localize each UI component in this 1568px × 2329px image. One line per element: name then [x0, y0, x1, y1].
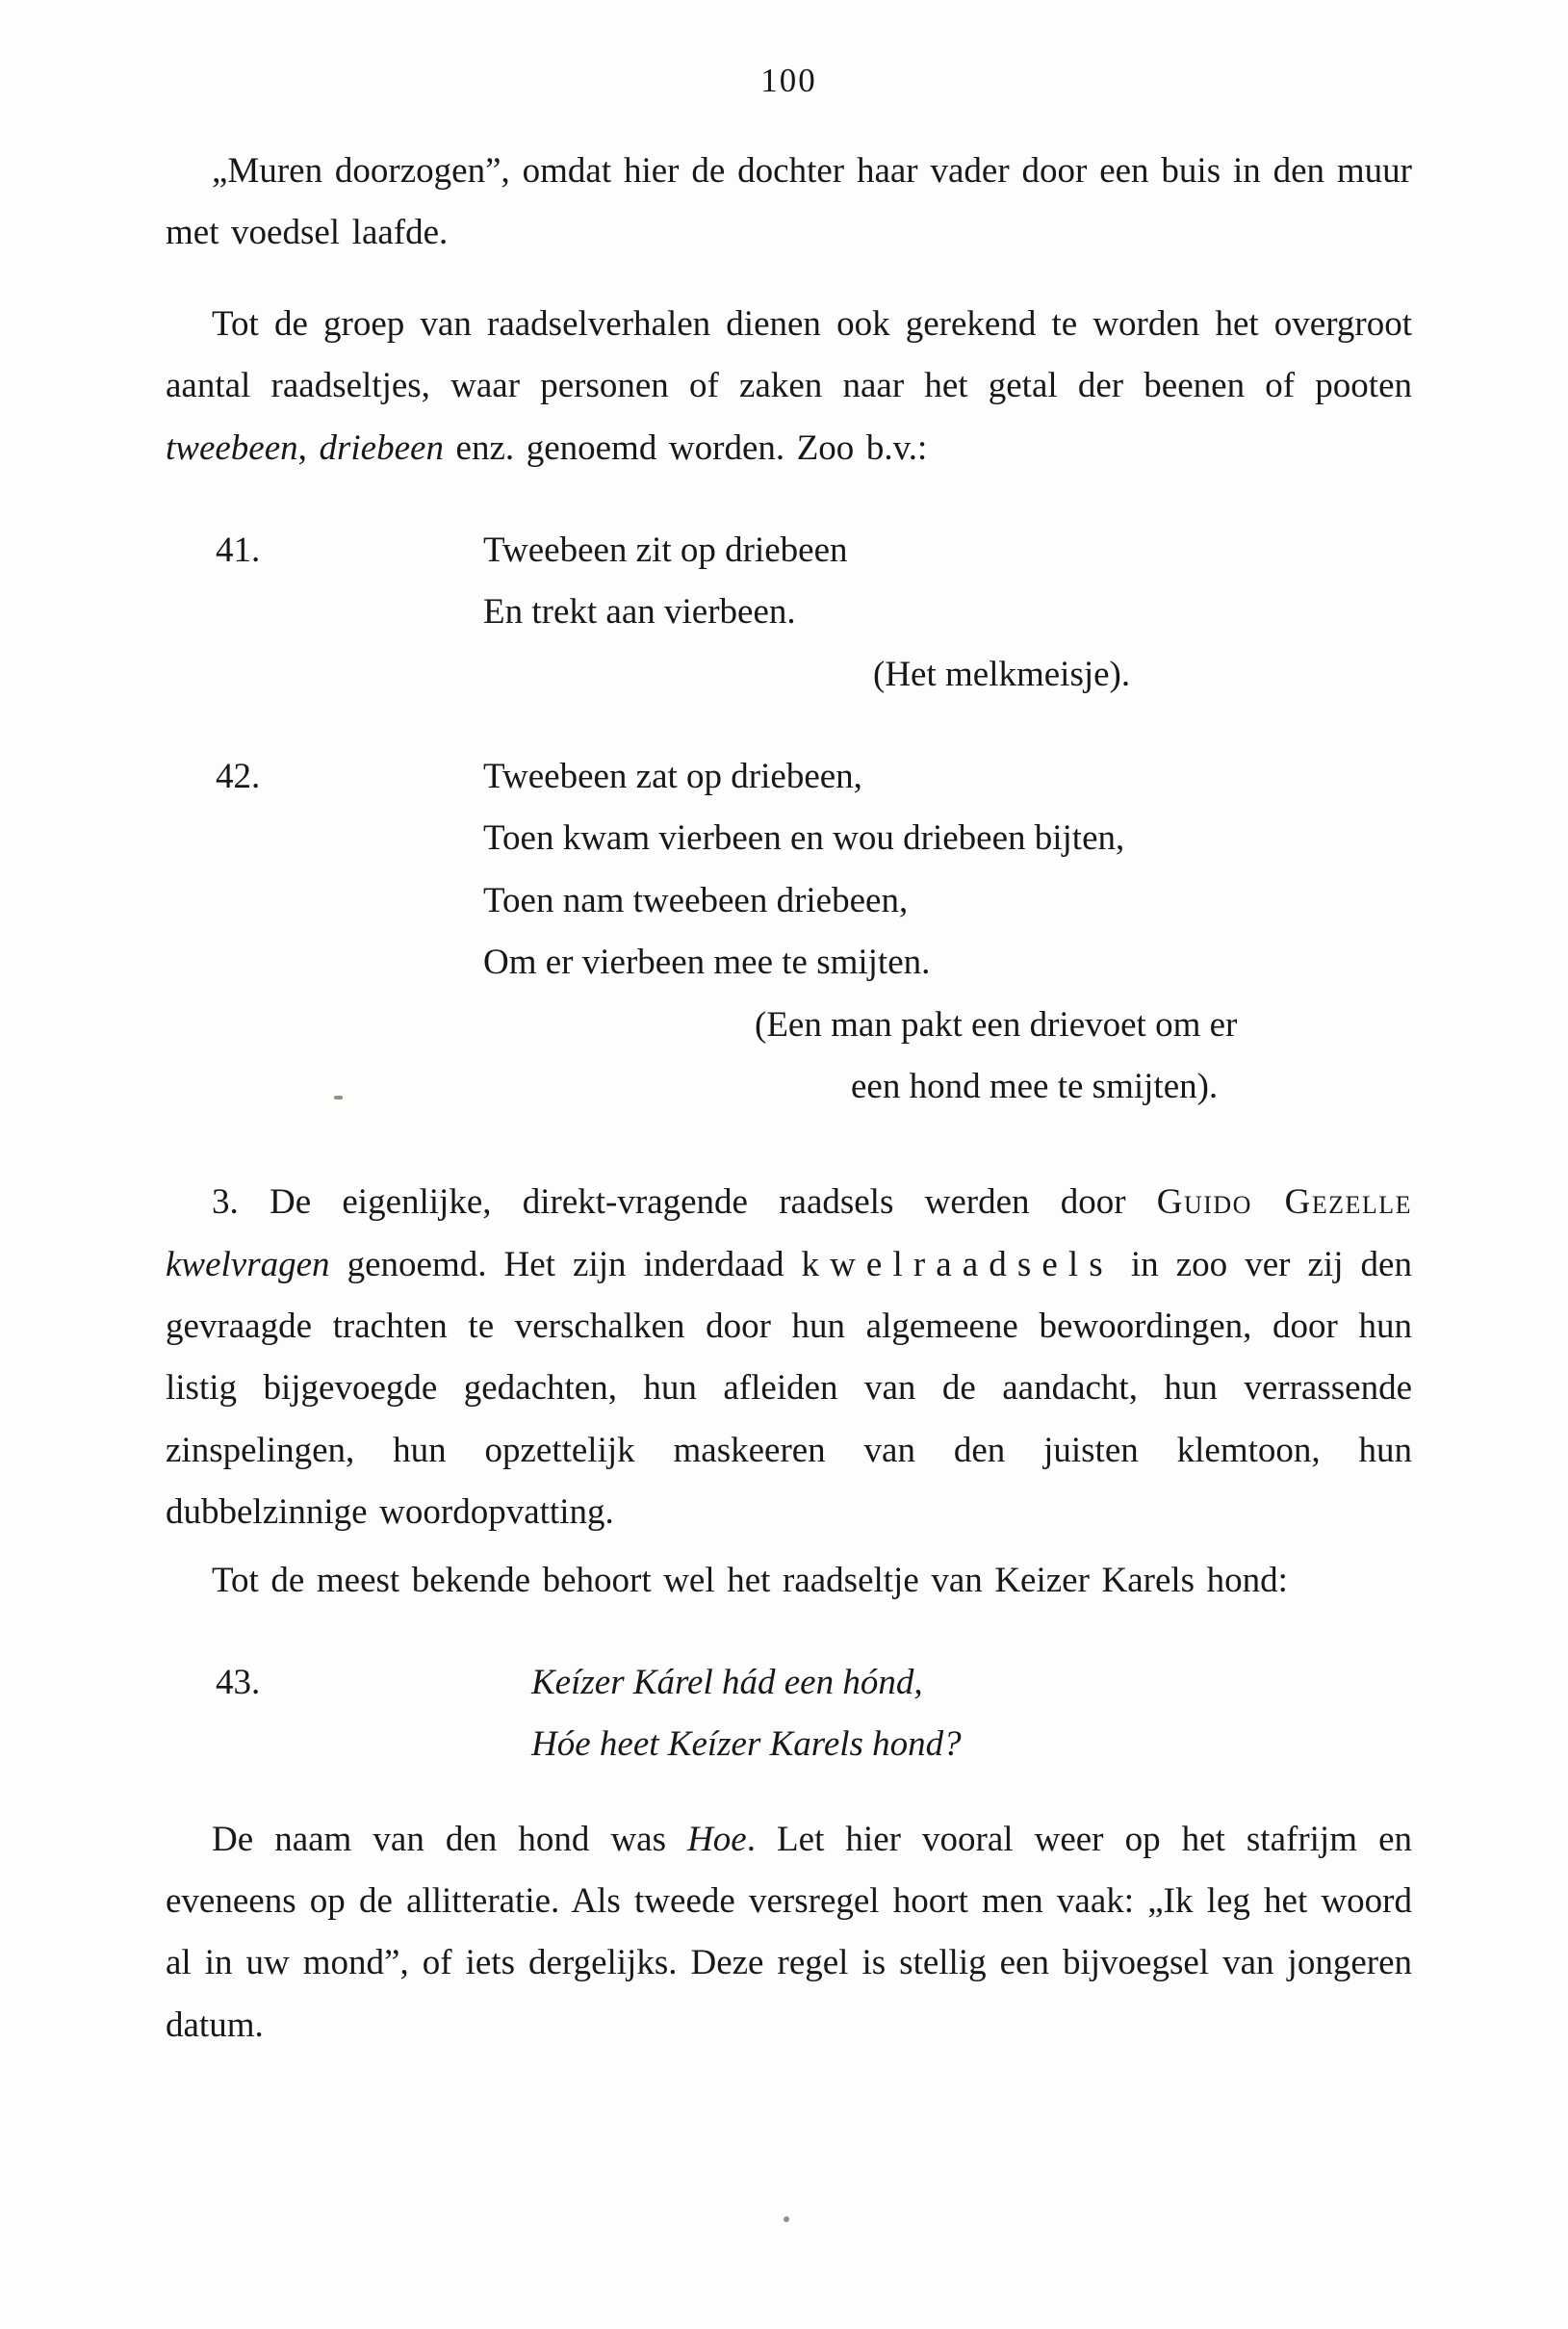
- verse-line: Toen nam tweebeen driebeen,: [483, 880, 909, 920]
- page-number: 100: [760, 62, 817, 99]
- paragraph-keizer-karel-intro: [166, 1550, 1412, 1612]
- text-run-italic: driebeen: [319, 427, 444, 468]
- riddle-number: 42.: [216, 757, 261, 796]
- riddle-answer: (Een man pakt een drievoet om er: [755, 1004, 1238, 1045]
- print-artifact-dot: [784, 2216, 789, 2222]
- text-run: Tot de meest bekende behoort wel het raadseltje van Keizer Karels hond:: [212, 1560, 1288, 1600]
- text-run-italic: tweebeen: [166, 427, 298, 468]
- verse-line: Toen kwam vierbeen en wou driebeen bijten,: [483, 818, 1125, 859]
- riddle-verse: [483, 520, 1412, 644]
- riddle-answer: een hond mee te smijten).: [851, 1066, 1219, 1106]
- text-run-italic: kwelvragen: [166, 1244, 330, 1284]
- text-run: in zoo ver zij den gevraagde trachten te verschalken door hun algemeene bewoordingen, door hun listig bijgevoegde gedachten, hun afleiden van de aandacht, hun verrassende zinspelingen, hun opzettelijk maskeeren van den juisten klemtoon, hun dubbelzinnige woordopvatting.: [166, 1244, 1412, 1533]
- riddle-43: [166, 1652, 1412, 1776]
- paragraph-naam-hoe: [166, 1809, 1412, 2057]
- verse-line: Hóe heet Keízer Karels hond?: [531, 1724, 962, 1765]
- text-run: ,: [297, 427, 320, 468]
- text-run: De naam van den hond was: [212, 1819, 688, 1859]
- riddle-verse: [531, 1652, 1412, 1776]
- text-run: enz. genoemd worden. Zoo b.v.:: [443, 427, 928, 468]
- riddle-number: 41.: [216, 530, 261, 570]
- paragraph-raadselverhalen: [166, 294, 1412, 479]
- text-run: Tot de groep van raadselverhalen dienen ook gerekend te worden het overgroot aantal raadseltjes, waar personen of zaken naar het getal der beenen of pooten: [166, 303, 1412, 406]
- riddle-answer: (Het melkmeisje).: [873, 654, 1131, 694]
- verse-line: Tweebeen zit op driebeen: [483, 530, 848, 570]
- text-run: . Let hier vooral weer op het stafrijm en eveneens op de allitteratie. Als tweede versregel hoort men vaak: „Ik leg het woord al in uw mond”, of iets dergelijks. Deze regel is stellig een bijvoegsel van jongeren datum.: [166, 1819, 1412, 2045]
- text-run: 3. De eigenlijke, direkt-vragende raadsels werden door: [212, 1182, 1157, 1223]
- verse-line: Om er vierbeen mee te smijten.: [483, 943, 931, 983]
- riddle-number: 43.: [216, 1662, 261, 1702]
- text-run-spaced: kwelraadsels: [801, 1244, 1114, 1284]
- text-run: genoemd. Het zijn inderdaad: [329, 1244, 802, 1284]
- verse-line: Keízer Kárel hád een hónd,: [531, 1662, 923, 1702]
- riddle-41: [166, 520, 1412, 706]
- print-artifact-dash: [334, 1096, 343, 1100]
- verse-line: Tweebeen zat op driebeen,: [483, 757, 862, 796]
- text-run: „Muren doorzogen”, omdat hier de dochter haar vader door een buis in den muur met voedsel laafde.: [166, 151, 1412, 253]
- paragraph-kwelvragen: [166, 1172, 1412, 1543]
- riddle-42: [166, 746, 1412, 1118]
- paragraph-muren-doorzogen: [166, 141, 1412, 265]
- riddle-verse: [483, 746, 1412, 995]
- text-run-italic: Hoe: [687, 1819, 747, 1859]
- verse-line: En trekt aan vierbeen.: [483, 592, 796, 633]
- text-run-smallcaps: Guido Gezelle: [1156, 1182, 1412, 1223]
